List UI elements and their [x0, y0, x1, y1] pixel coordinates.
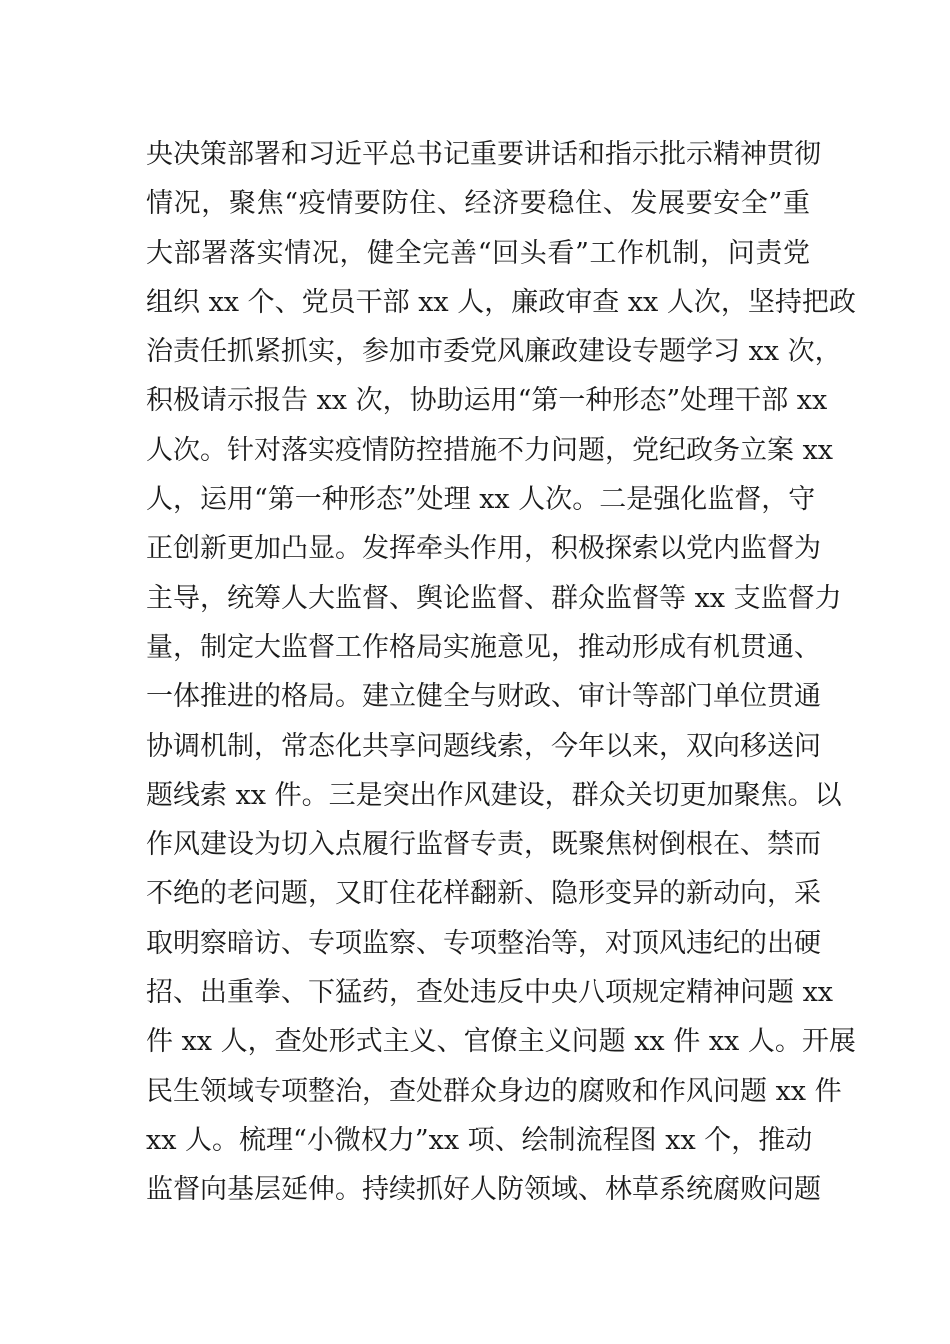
paragraph-line: 监督向基层延伸。持续抓好人防领域、林草系统腐败问题	[146, 1174, 821, 1206]
paragraph-line: 件 xx 人，查处形式主义、官僚主义问题 xx 件 xx 人。开展	[146, 1026, 856, 1058]
paragraph-line: 组织 xx 个、党员干部 xx 人，廉政审查 xx 人次，坚持把政	[146, 286, 856, 318]
paragraph-line: 民生领域专项整治，查处群众身边的腐败和作风问题 xx 件	[146, 1075, 842, 1107]
paragraph-line: xx 人。梳理“小微权力”xx 项、绘制流程图 xx 个，推动	[146, 1124, 813, 1156]
paragraph-line: 大部署落实情况，健全完善“回头看”工作机制，问责党	[146, 237, 810, 269]
paragraph-line: 治责任抓紧抓实，参加市委党风廉政建设专题学习 xx 次，	[146, 336, 842, 368]
paragraph-line: 积极请示报告 xx 次，协助运用“第一种形态”处理干部 xx	[146, 385, 828, 417]
body-paragraph	[146, 130, 856, 1215]
paragraph-line: 人，运用“第一种形态”处理 xx 人次。二是强化监督，守	[146, 484, 816, 516]
paragraph-line: 作风建设为切入点履行监督专责，既聚焦树倒根在、禁而	[146, 829, 821, 861]
paragraph-line: 央决策部署和习近平总书记重要讲话和指示批示精神贯彻	[146, 139, 821, 170]
paragraph-line: 招、出重拳、下猛药，查处违反中央八项规定精神问题 xx	[146, 977, 834, 1009]
paragraph-line: 题线索 xx 件。三是突出作风建设，群众关切更加聚焦。以	[146, 779, 842, 811]
paragraph-line: 情况，聚焦“疫情要防住、经济要稳住、发展要安全”重	[146, 188, 810, 220]
paragraph-line: 取明察暗访、专项监察、专项整治等，对顶风违纪的出硬	[146, 927, 821, 959]
paragraph-line: 正创新更加凸显。发挥牵头作用，积极探索以党内监督为	[146, 533, 821, 565]
paragraph-line: 主导，统筹人大监督、舆论监督、群众监督等 xx 支监督力	[146, 582, 842, 614]
paragraph-line: 协调机制，常态化共享问题线索，今年以来，双向移送问	[146, 730, 821, 762]
paragraph-line: 一体推进的格局。建立健全与财政、审计等部门单位贯通	[146, 681, 821, 713]
paragraph-line: 量，制定大监督工作格局实施意见，推动形成有机贯通、	[146, 631, 821, 663]
paragraph-line: 不绝的老问题，又盯住花样翻新、隐形变异的新动向，采	[146, 878, 821, 910]
paragraph-line: 人次。针对落实疫情防控措施不力问题，党纪政务立案 xx	[146, 434, 834, 466]
